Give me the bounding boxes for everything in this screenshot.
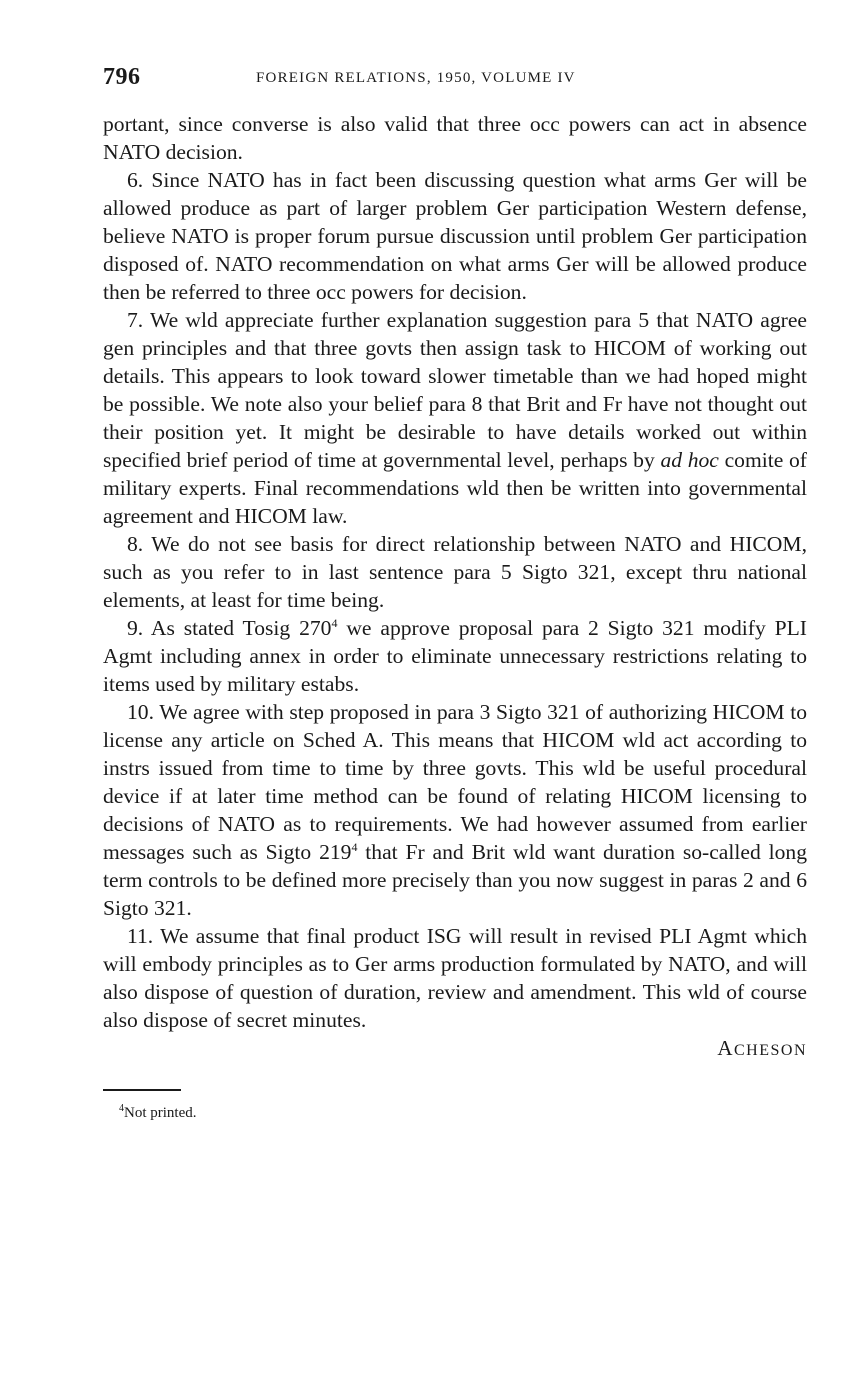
paragraph-9-text-b: we approve proposal para 2 Sigto 321 modify PLI Agmt including annex in order to eliminate unnecessary restrictions relating to items used by military estabs.	[103, 616, 807, 696]
footnote-marker: 4	[119, 1103, 124, 1114]
paragraph-9	[103, 614, 807, 698]
signature	[103, 1034, 807, 1065]
document-page	[103, 64, 807, 1123]
paragraph-11: 11. We assume that final product ISG will result in revised PLI Agmt which will embody principles as to Ger arms production formulated by NATO, and will also dispose of question of duration, review and amendment. This wld of course also dispose of secret minutes.	[103, 924, 807, 1032]
paragraph-7	[103, 306, 807, 530]
footnote	[103, 1099, 807, 1123]
page-number: 796	[103, 64, 141, 90]
footnote-ref: 4	[331, 615, 338, 630]
paragraph-10-text-b: that Fr and Brit wld want duration so-called long term controls to be defined more precisely than you now suggest in paras 2 and 6 Sigto 321.	[103, 840, 807, 920]
page-header	[103, 64, 807, 98]
signature-initial: A	[717, 1036, 734, 1060]
running-head: FOREIGN RELATIONS, 1950, VOLUME IV	[256, 70, 576, 86]
signature-rest: CHESON	[733, 1042, 807, 1059]
paragraph-10-text-a: 10. We agree with step proposed in para 3 Sigto 321 of authorizing HICOM to license any article on Sched A. This means that HICOM wld act according to instrs issued from time to time by three govts. This wld be useful procedural device if at later time method can be found of relating HICOM licensing to decisions of NATO as to requirements. We had however assumed from earlier messages such as Sigto 219	[103, 700, 807, 864]
footnote-ref: 4	[351, 839, 358, 854]
paragraph-7-text-b: comite of military experts. Final recommendations wld then be written into governmental agreement and HICOM law.	[103, 448, 807, 528]
paragraph-10	[103, 698, 807, 922]
paragraph-9-text-a: 9. As stated Tosig 270	[127, 616, 332, 640]
paragraph-7-text-a: 7. We wld appreciate further explanation suggestion para 5 that NATO agree gen principles and that three govts then assign task to HICOM of working out details. This appears to look toward slower timetable than we had hoped might be possible. We note also your belief para 8 that Brit and Fr have not thought out their position yet. It might be desirable to have details worked out within specified brief period of time at governmental level, perhaps by	[103, 308, 807, 472]
body-text	[103, 110, 807, 1034]
paragraph-continued: portant, since converse is also valid that three occ powers can act in absence NATO decision.	[103, 112, 807, 164]
paragraph-8: 8. We do not see basis for direct relationship between NATO and HICOM, such as you refer to in last sentence para 5 Sigto 321, except thru national elements, at least for time being.	[103, 532, 807, 612]
footnote-divider	[103, 1089, 181, 1091]
footnote-text: Not printed.	[124, 1105, 197, 1121]
paragraph-6: 6. Since NATO has in fact been discussing question what arms Ger will be allowed produce as part of larger problem Ger participation Western defense, believe NATO is proper forum pursue discussion until problem Ger participation disposed of. NATO recommendation on what arms Ger will be allowed produce then be referred to three occ powers for decision.	[103, 168, 807, 304]
paragraph-7-italic: ad hoc	[660, 448, 719, 472]
